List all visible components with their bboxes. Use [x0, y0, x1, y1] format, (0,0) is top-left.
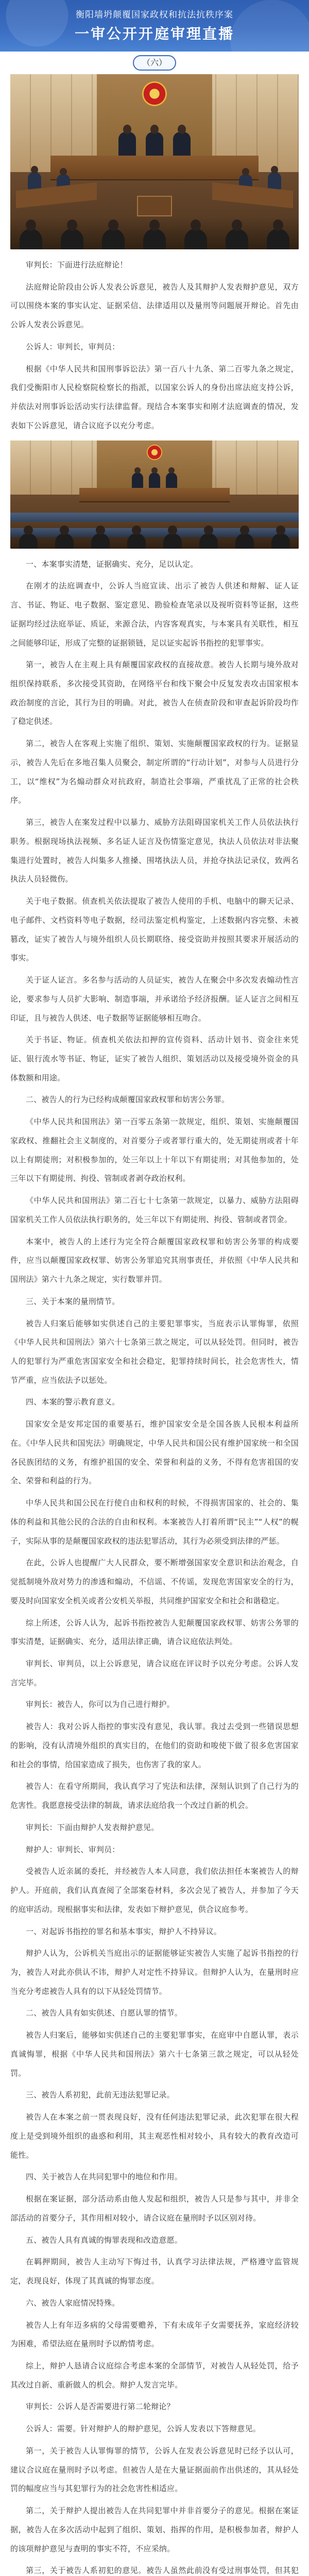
article-paragraph: 在此，公诉人也提醒广大人民群众，要不断增强国家安全意识和法治观念，自觉抵制境外敌对势力的渗透和煽动，不信谣、不传谣，发现危害国家安全的行为，要及时向国家安全机关或者公安机关举报，共同维护国家安全和社会和谐稳定。 — [10, 1558, 299, 1605]
judge-figure — [146, 132, 163, 159]
judge-figure — [149, 472, 160, 490]
spectator-figure — [267, 229, 289, 249]
article-paragraph: 二、被告人的行为已经构成颠覆国家政权罪和妨害公务罪。 — [26, 1095, 230, 1105]
gallery-seat-row — [10, 513, 299, 522]
article-paragraph: 审判长：下面进行法庭辩论！ — [26, 260, 128, 269]
article-section-2 — [10, 555, 299, 2576]
national-emblem — [142, 81, 167, 106]
spectator-figure — [19, 533, 38, 549]
article-paragraph: 一、对起诉书指控的罪名和基本事实，辩护人不持异议。 — [26, 1926, 222, 1936]
article-paragraph: 关于电子数据。侦查机关依法提取了被告人使用的手机、电脑中的聊天记录、电子邮件、文档资料等电子数据，经司法鉴定机构鉴定，上述数据内容完整、未被篡改，证实了被告人与境外组织人员长期联络、接受资助并按照其要求开展活动的事实。 — [10, 896, 299, 963]
article-paragraph: 第一，被告人在主观上具有颠覆国家政权的直接故意。被告人长期与境外敌对组织保持联系，多次接受其资助，在网络平台和线下聚会中反复发表攻击国家根本政治制度的言论，其行为目的明确。对此，被告人在侦查阶段和审查起诉阶段均作了稳定供述。 — [10, 660, 299, 726]
article-paragraph: 被告人：我对公诉人指控的事实没有意见，我认罪。我过去受到一些错误思想的影响，没有认清境外组织的真实目的，在他们的资助和唆使下做了很多危害国家和社会的事情，给国家造成了损失，也伤害了我的家人。 — [10, 1722, 299, 1769]
article-paragraph: 四、本案的警示教育意义。 — [26, 1397, 120, 1407]
article-paragraph: 公诉人：需要。针对辩护人的辩护意见，公诉人发表以下答辩意见。 — [26, 2424, 261, 2434]
article-paragraph: 第一，关于被告人认罪悔罪的情节，公诉人在发表公诉意见时已经予以认可，建议合议庭在量刑时予以考虑。但被告人是在大量证据面前作出供述的，其从轻处罚的幅度应当与其犯罪行为的社会危害性相适应。 — [10, 2446, 299, 2494]
public-gallery — [10, 522, 299, 549]
spectator-figure — [235, 533, 254, 549]
article-title-line2: 一审公开开庭审理直播 — [74, 25, 234, 42]
article-paragraph: 综上，辩护人恳请合议庭综合考虑本案的全部情节，对被告人从轻处罚，给予其改过自新、重新做人的机会。辩护人发言完毕。 — [10, 2361, 299, 2389]
spectator-figure — [20, 229, 42, 249]
article-paragraph: 六、被告人家庭情况特殊。 — [26, 2298, 120, 2308]
article-paragraph: 《中华人民共和国刑法》第二百七十七条第一款规定，以暴力、威胁方法阻碍国家机关工作人员依法执行职务的，处三年以下有期徒刑、拘役、管制或者罚金。 — [10, 1196, 299, 1224]
article-paragraph: 审判长、审判员，以上公诉意见，请合议庭在评议时予以充分考虑。公诉人发言完毕。 — [10, 1659, 299, 1687]
judge-figure — [173, 132, 191, 159]
article-paragraph: 国家安全是安邦定国的重要基石，维护国家安全是全国各族人民根本利益所在。《中华人民共和国宪法》明确规定，中华人民共和国公民有维护国家统一和全国各民族团结的义务，有维护祖国的安全、荣誉和利益的义务，不得有危害祖国的安全、荣誉和利益的行为。 — [10, 1419, 299, 1486]
prosecutor-figure — [28, 172, 41, 190]
spectator-figure — [184, 229, 207, 249]
spectator-figure — [143, 229, 166, 249]
article-body — [0, 249, 309, 2576]
article-title-line1: 衡阳墙坍颠覆国家政权和抗法抗秩序案 — [76, 10, 233, 20]
part-label-badge: （六） — [133, 55, 176, 71]
part-label-row — [0, 52, 309, 74]
article-paragraph: 第三，被告人在案发过程中以暴力、威胁方法阻碍国家机关工作人员依法执行职务。根据现场执法视频、多名证人证言及伤情鉴定意见，执法人员依法对非法聚集进行处置时，被告人纠集多人推搡、围堵执法人员，并抢夺执法记录仪，致两名执法人员轻微伤。 — [10, 818, 299, 884]
defense-figure — [268, 172, 281, 190]
judge-figure — [132, 472, 143, 490]
spectator-figure — [61, 229, 83, 249]
judge-figure — [166, 472, 177, 490]
article-paragraph: 本案中，被告人的上述行为完全符合颠覆国家政权罪和妨害公务罪的构成要件，应当以颠覆国家政权罪、妨害公务罪追究其刑事责任，并依照《中华人民共和国刑法》第六十九条之规定，实行数罪并罚。 — [10, 1236, 299, 1284]
article-paragraph: 关于书证、物证。侦查机关依法扣押的宣传资料、活动计划书、资金往来凭证、银行流水等书证、物证，证实了被告人组织、策划活动以及接受境外资金的具体数额和用途。 — [10, 1035, 299, 1082]
article-paragraph: 被告人在本案之前一贯表现良好，没有任何违法犯罪记录，此次犯罪在很大程度上是受到境外组织的蛊惑和利用，其主观恶性相对较小，具有较大的教育改造可能性。 — [10, 2112, 299, 2160]
article-paragraph: 一、本案事实清楚，证据确实、充分，足以认定。 — [26, 559, 198, 569]
article-paragraph: 在羁押期间，被告人主动写下悔过书，认真学习法律法规，严格遵守监管规定，表现良好，体现了其真诚的悔罪态度。 — [10, 2257, 299, 2286]
article-paragraph: 法庭辩论阶段由公诉人发表公诉意见，被告人及其辩护人发表辩护意见，双方可以围绕本案的事实认定、证据采信、法律适用以及量刑等问题展开辩论。首先由公诉人发表公诉意见。 — [10, 282, 299, 330]
article-paragraph: 关于证人证言。多名参与活动的人员证实，被告人在聚会中多次发表煽动性言论，要求参与人员扩大影响、制造事端，并承诺给予经济报酬。证人证言之间相互印证，且与被告人供述、电子数据等证据能够相互吻合。 — [10, 975, 299, 1023]
article-paragraph: 三、被告人系初犯，此前无违法犯罪记录。 — [26, 2090, 175, 2100]
article-paragraph: 第三，关于被告人系初犯的意见。被告人虽然此前没有受过刑事处罚，但其犯 — [26, 2566, 299, 2575]
article-paragraph: 第二，关于辩护人提出被告人在共同犯罪中并非首要分子的意见。根据在案证据，被告人在多次活动中起到了组织、策划、指挥的作用，是积极参加者，辩护人的该项辩护意见与查明的事实不符，不应采纳。 — [10, 2506, 299, 2553]
spectator-figure — [163, 533, 182, 549]
public-gallery — [10, 217, 299, 249]
spectator-figure — [199, 533, 218, 549]
article-paragraph: 中华人民共和国公民在行使自由和权利的时候，不得损害国家的、社会的、集体的利益和其他公民的合法的自由和权利。本案被告人打着所谓“民主”“人权”的幌子，实际从事的是颠覆国家政权的违法犯罪活动，其行为必须受到法律的严惩。 — [10, 1498, 299, 1546]
article-paragraph: 《中华人民共和国刑法》第一百零五条第一款规定，组织、策划、实施颠覆国家政权、推翻社会主义制度的，对首要分子或者罪行重大的，处无期徒刑或者十年以上有期徒刑；对积极参加的，处三年以上十年以下有期徒刑；对其他参加的，处三年以下有期徒刑、拘役、管制或者剥夺政治权利。 — [10, 1117, 299, 1183]
article-paragraph: 审判长：被告人，你可以为自己进行辩护。 — [26, 1700, 175, 1709]
article-paragraph: 在刚才的法庭调查中，公诉人当庭宣读、出示了被告人供述和辩解、证人证言、书证、物证、电子数据、鉴定意见、勘验检查笔录以及视听资料等证据，这些证据均经过法庭举证、质证，来源合法，内容客观真实，与本案具有关联性，相互之间能够印证，形成了完整的证据锁链，足以证实起诉书指控的犯罪事实。 — [10, 581, 299, 648]
spectator-figure — [102, 229, 125, 249]
article-paragraph: 受被告人近亲属的委托，并经被告人本人同意，我们依法担任本案被告人的辩护人。开庭前，我们认真查阅了全部案卷材料，多次会见了被告人，并参加了今天的庭审活动。现根据事实和法律，发表如下辩护意见，供合议庭参考。 — [10, 1867, 299, 1914]
article-paragraph: 审判长：公诉人是否需要进行第二轮辩论？ — [26, 2402, 175, 2412]
article-paragraph: 辩护人：审判长、审判员： — [26, 1844, 120, 1854]
article-paragraph: 公诉人：审判长，审判员： — [26, 342, 120, 351]
national-emblem — [147, 445, 162, 460]
courtroom-photo-1 — [10, 74, 299, 249]
article-paragraph: 二、被告人具有如实供述、自愿认罪的情节。 — [26, 2008, 183, 2018]
spectator-figure — [271, 533, 290, 549]
article-paragraph: 第二，被告人在客观上实施了组织、策划、实施颠覆国家政权的行为。证据显示，被告人先后在多地召集人员聚会，制定所谓的“行动计划”，对参与人员进行分工，以“维权”为名煽动群众对抗政府，制造社会事端，严重扰乱了正常的社会秩序。 — [10, 739, 299, 805]
article-paragraph: 四、关于被告人在共同犯罪中的地位和作用。 — [26, 2172, 183, 2182]
article-paragraph: 被告人上有年迈多病的父母需要赡养，下有未成年子女需要抚养，家庭经济较为困难，希望法庭在量刑时予以酌情考虑。 — [10, 2320, 299, 2349]
judge-bench — [79, 488, 229, 501]
spectator-figure — [226, 229, 248, 249]
spectator-figure — [55, 533, 74, 549]
article-paragraph: 三、关于本案的量刑情节。 — [26, 1296, 120, 1306]
article-paragraph: 根据在案证据，部分活动系由他人发起和组织，被告人只是参与其中，并非全部活动的首要分子，其作用相对较小，请合议庭在量刑时予以区别对待。 — [10, 2194, 299, 2223]
spectator-figure — [127, 533, 146, 549]
judge-bench — [50, 156, 258, 179]
defendant-dock — [137, 196, 171, 216]
article-paragraph: 综上所述，公诉人认为，起诉书指控被告人犯颠覆国家政权罪、妨害公务罪的事实清楚，证据确实、充分，适用法律正确，请合议庭依法判处。 — [10, 1618, 299, 1647]
article-paragraph: 审判长：下面由辩护人发表辩护意见。 — [26, 1822, 159, 1832]
article-paragraph: 根据《中华人民共和国刑事诉讼法》第一百八十九条、第二百零九条之规定，我们受衡阳市人民检察院检察长的指派，以国家公诉人的身份出席法庭支持公诉，并依法对刑事诉讼活动实行法律监督。现结合本案事实和刚才法庭调查的情况，发表如下公诉意见，请合议庭予以充分考虑。 — [10, 364, 299, 430]
article-section-1 — [10, 256, 299, 435]
article-paragraph: 被告人归案后能够如实供述自己的主要犯罪事实，当庭表示认罪悔罪，依照《中华人民共和国刑法》第六十七条第三款之规定，可以从轻处罚。但同时，被告人的犯罪行为严重危害国家安全和社会稳定，犯罪持续时间长，社会危害性大，情节严重，应当依法予以惩处。 — [10, 1318, 299, 1385]
spectator-figure — [91, 533, 110, 549]
article-paragraph: 五、被告人具有真诚的悔罪表现和改造意愿。 — [26, 2235, 183, 2245]
article-paragraph: 被告人归案后，能够如实供述自己的主要犯罪事实，在庭审中自愿认罪，表示真诚悔罪，根据《中华人民共和国刑法》第六十七条第三款之规定，可以从轻处罚。 — [10, 2030, 299, 2078]
article-paragraph: 被告人：在看守所期间，我认真学习了宪法和法律，深刻认识到了自己行为的危害性。我愿意接受法律的制裁，请求法庭给我一个改过自新的机会。 — [10, 1782, 299, 1810]
header-banner — [0, 0, 309, 52]
judge-figure — [118, 132, 136, 159]
courtroom-photo-2 — [10, 440, 299, 549]
article-paragraph: 辩护人认为，公诉机关当庭出示的证据能够证实被告人实施了起诉书指控的行为，被告人对此亦供认不讳，辩护人对定性不持异议。但辩护人认为，在量刑时应当充分考虑被告人具有的以下从轻处罚情节。 — [10, 1948, 299, 1996]
